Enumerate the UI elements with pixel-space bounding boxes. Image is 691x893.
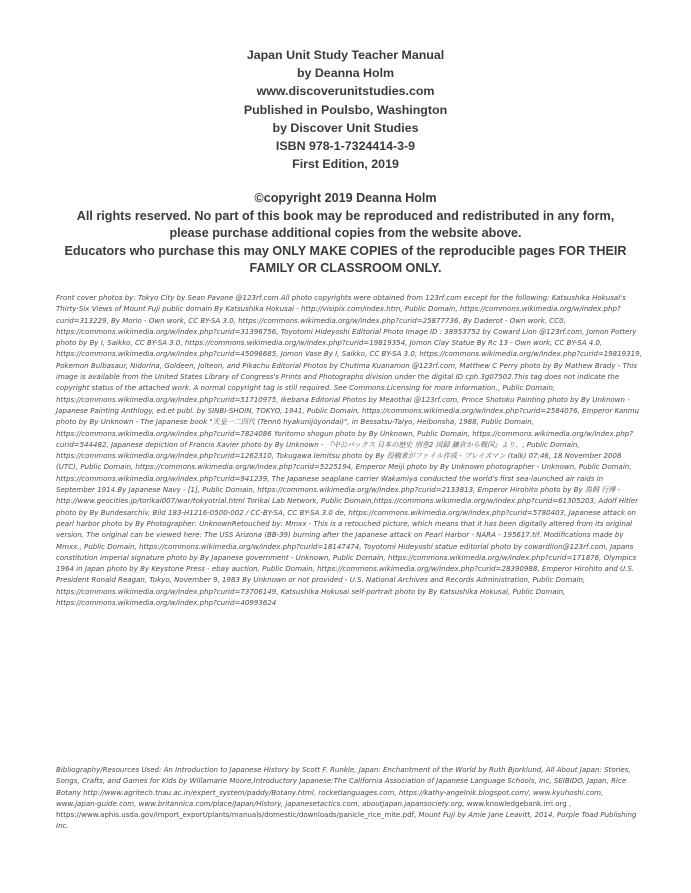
bibliography-main: Bibliography/Resources Used: An Introduction to Japanese History by Scott F. Runkle, Japan: Enchantment of the World by Ruth Bjorklund, All About Japan: Stories, Songs, Crafts, and Games for Kids by Willamarie Moore,Introductory Japanese:The California Association of Japanese Language Schools, Inc, SEIBIDO, Japan, Rice Botany http://www.agritech.tnau.ac.in/expert_system/paddy/Botany.html, rocketlanguages.com, https://kathy-angelnik.blogspot.com/, www.kyuhoshi.com, www.japan-guide.com, www.britannica.com/place/Japan/History, japanesetactics.com, aboutjapan.japansociety.org, (56, 765, 631, 808)
website-line: www.discoverunitstudies.com (256, 84, 435, 99)
publisher-line: by Discover Unit Studies (272, 120, 419, 135)
copyright-block (0, 190, 691, 278)
isbn-line: ISBN 978-1-7324414-3-9 (275, 139, 416, 154)
rights-line-1: All rights reserved. No part of this book may be reproduced and redistributed in any form, (76, 208, 615, 223)
edition-line: First Edition, 2019 (292, 157, 399, 172)
educator-line-1: Educators who purchase this may ONLY MAKE COPIES of the reproducible pages FOR THEIR (64, 243, 627, 258)
rights-line-2: please purchase additional copies from the website above. (169, 226, 522, 241)
publisher-location-line: Published in Poulsbo, Washington (243, 102, 448, 117)
bibliography (56, 764, 642, 832)
educator-line-2: FAMILY OR CLASSROOM ONLY. (249, 261, 442, 276)
photo-credits: Front cover photos by: Tokyo City by Sean Pavone @123rf.com All photo copyrights were obtained from 123rf.com except for the following: Katsushika Hokusai's Thirty-Six Views of Mount Fuji public domain By Katsushika Hokusai - http://visipix.com/index.htm, Public Domain, https://commons.wikimedia.org/w/index.php?curid=313229, By Morio - Own work, CC BY-SA 3.0, https://commons.wikimedia.org/w/index.php?curid=25877736, By Daderot - Own work, CC0, https://commons.wikimedia.org/w/index.php?curid=31396756, Toyotomi Hideyoshi Editorial Photo Image ID : 38953752 by Coward Lion @123rf.com, Jomon Pottery photo by By I, Saikko, CC BY-SA 3.0, https://commons.wikimedia.org/w/index.php?curid=19819354, Jomon Clay Statue By Rc 13 - Own work, CC BY-SA 4.0, https://commons.wikimedia.org/w/index.php?curid=45096685, Jomon Vase By I, Saikko, CC BY-SA 3.0, https://commons.wikimedia.org/w/index.php?curid=19819319, Pokemon Bulbasaur, Nidorina, Goldeen, Jolteon, and Pikachu Editorial Photos by Chutima Kuanamon @123rf.com, Matthew C Perry photo by By Mathew Brady - This image is available from the United States Library of Congress's Prints and Photographs division under the digital ID cph.3g07502.This tag does not indicate the copyright status of the attached work. A normal copyright tag is still required. See Commons:Licensing for more information., Public Domain, https://commons.wikimedia.org/w/index.php?curid=51710975, Ikebana Editorial Photos by Meaothai @123rf.com, Prince Shotoku Painting photo by By Unknown - Japanese Painting Anthlogy, ed.et publ. by SINBI-SHOIN, TOKYO, 1941, Public Domain, https://commons.wikimedia.org/w/index.php?curid=2584076, Emperor Kanmu photo by By Unknown - The Japanese book "天皇一二四代 (Tennō hyakunijūyondai)", in Bessatsu-Taiyo, Heibonsha, 1988, Public Domain, https://commons.wikimedia.org/w/index.php?curid=7824086 Yoritomo shogun photo by By Unknown, Public Domain, https://commons.wikimedia.org/w/index.php?curid=544482, Japanese depiction of Francis Xavier photo by By Unknown - 『中公パックス 日本の歴史 別巻2 図録 鎌倉から戦国』より。, Public Domain, https://commons.wikimedia.org/w/index.php?curid=1262310, Tokugawa Iemitsu photo by By 投稿者がファイル作成 - ブレイズマン (talk) 07:46, 18 November 2008 (UTC), Public Domain, https://commons.wikimedia.org/w/index.php?curid=5225194, Emperor Meiji photo by By Unknown photographer - Unknown, Public Domain, https://commons.wikimedia.org/w/index.php?curid=941239, The Japanese seaplane carrier Wakamiya conducted the world's first sea-launched air raids in September 1914.By Japanese Navy - [1], Public Domain, https://commons.wikimedia.org/w/index.php?curid=2133813, Emperor Hirohito photo by By 鳥飼 行博 - http://www.geocities.jp/torikai007/war/tokyotrial.html Torikai Lab Network, Public Domain,https://commons.wikimedia.org/w/index.php?curid=61305203, Adolf Hitler photo by By Bundesarchiv, Bild 183-H1216-0500-002 / CC-BY-SA, CC BY-SA 3.0 de, https://commons.wikimedia.org/w/index.php?curid=5780403, Japanese attack on pearl harbor photo by By Photographer: UnknownRetouched by: Mmxx - This is a retouched picture, which means that it has been digitally altered from its original version. The original can be viewed here: The USS Arizona (BB-39) burning after the Japanese attack on Pearl Harbor - NARA - 195617.tif. Modifications made by Mmxx., Public Domain, https://commons.wikimedia.org/w/index.php?curid=18147474, Toyotomi Hideyoshi statue editorial photo by cowardlion@123rf.com, Japans constitution imperial signature photo by By Japanese government - Unknown, Public Domain, https://commons.wikimedia.org/w/index.php?curid=171876, Olympics 1964 in Japan photo by By Keystone Press - ebay auction, Public Domain, https://commons.wikimedia.org/w/index.php?curid=28390988, Emperor Hirohito and U.S. President Ronald Reagan, Tokyo, November 9, 1983 By Unknown or not provided - U.S. National Archives and Records Administration, Public Domain, https://commons.wikimedia.org/w/index.php?curid=73706149, Katsushika Hokusai self-portrait photo by By Katsushika Hokusai, Public Domain, https://commons.wikimedia.org/w/index.php?curid=40993624 (56, 293, 642, 608)
title-block (0, 46, 691, 173)
book-title: Japan Unit Study Teacher Manual (246, 48, 445, 62)
copyright-line: ©copyright 2019 Deanna Holm (254, 191, 437, 205)
bibliography-aphis: https://www.aphis.usda.gov/import_export/plants/manuals/domestic/downloads/panicle_rice_mite.pdf, (56, 810, 417, 820)
bibliography-knowledgebank: www.knowledgebank.irri.org , (466, 798, 572, 808)
author-line: by Deanna Holm (296, 66, 395, 81)
bibliography-mount-fuji: Mount Fuji by Amie Jane Leavitt, 2014, Purple Toad Publishing Inc. (56, 810, 637, 831)
